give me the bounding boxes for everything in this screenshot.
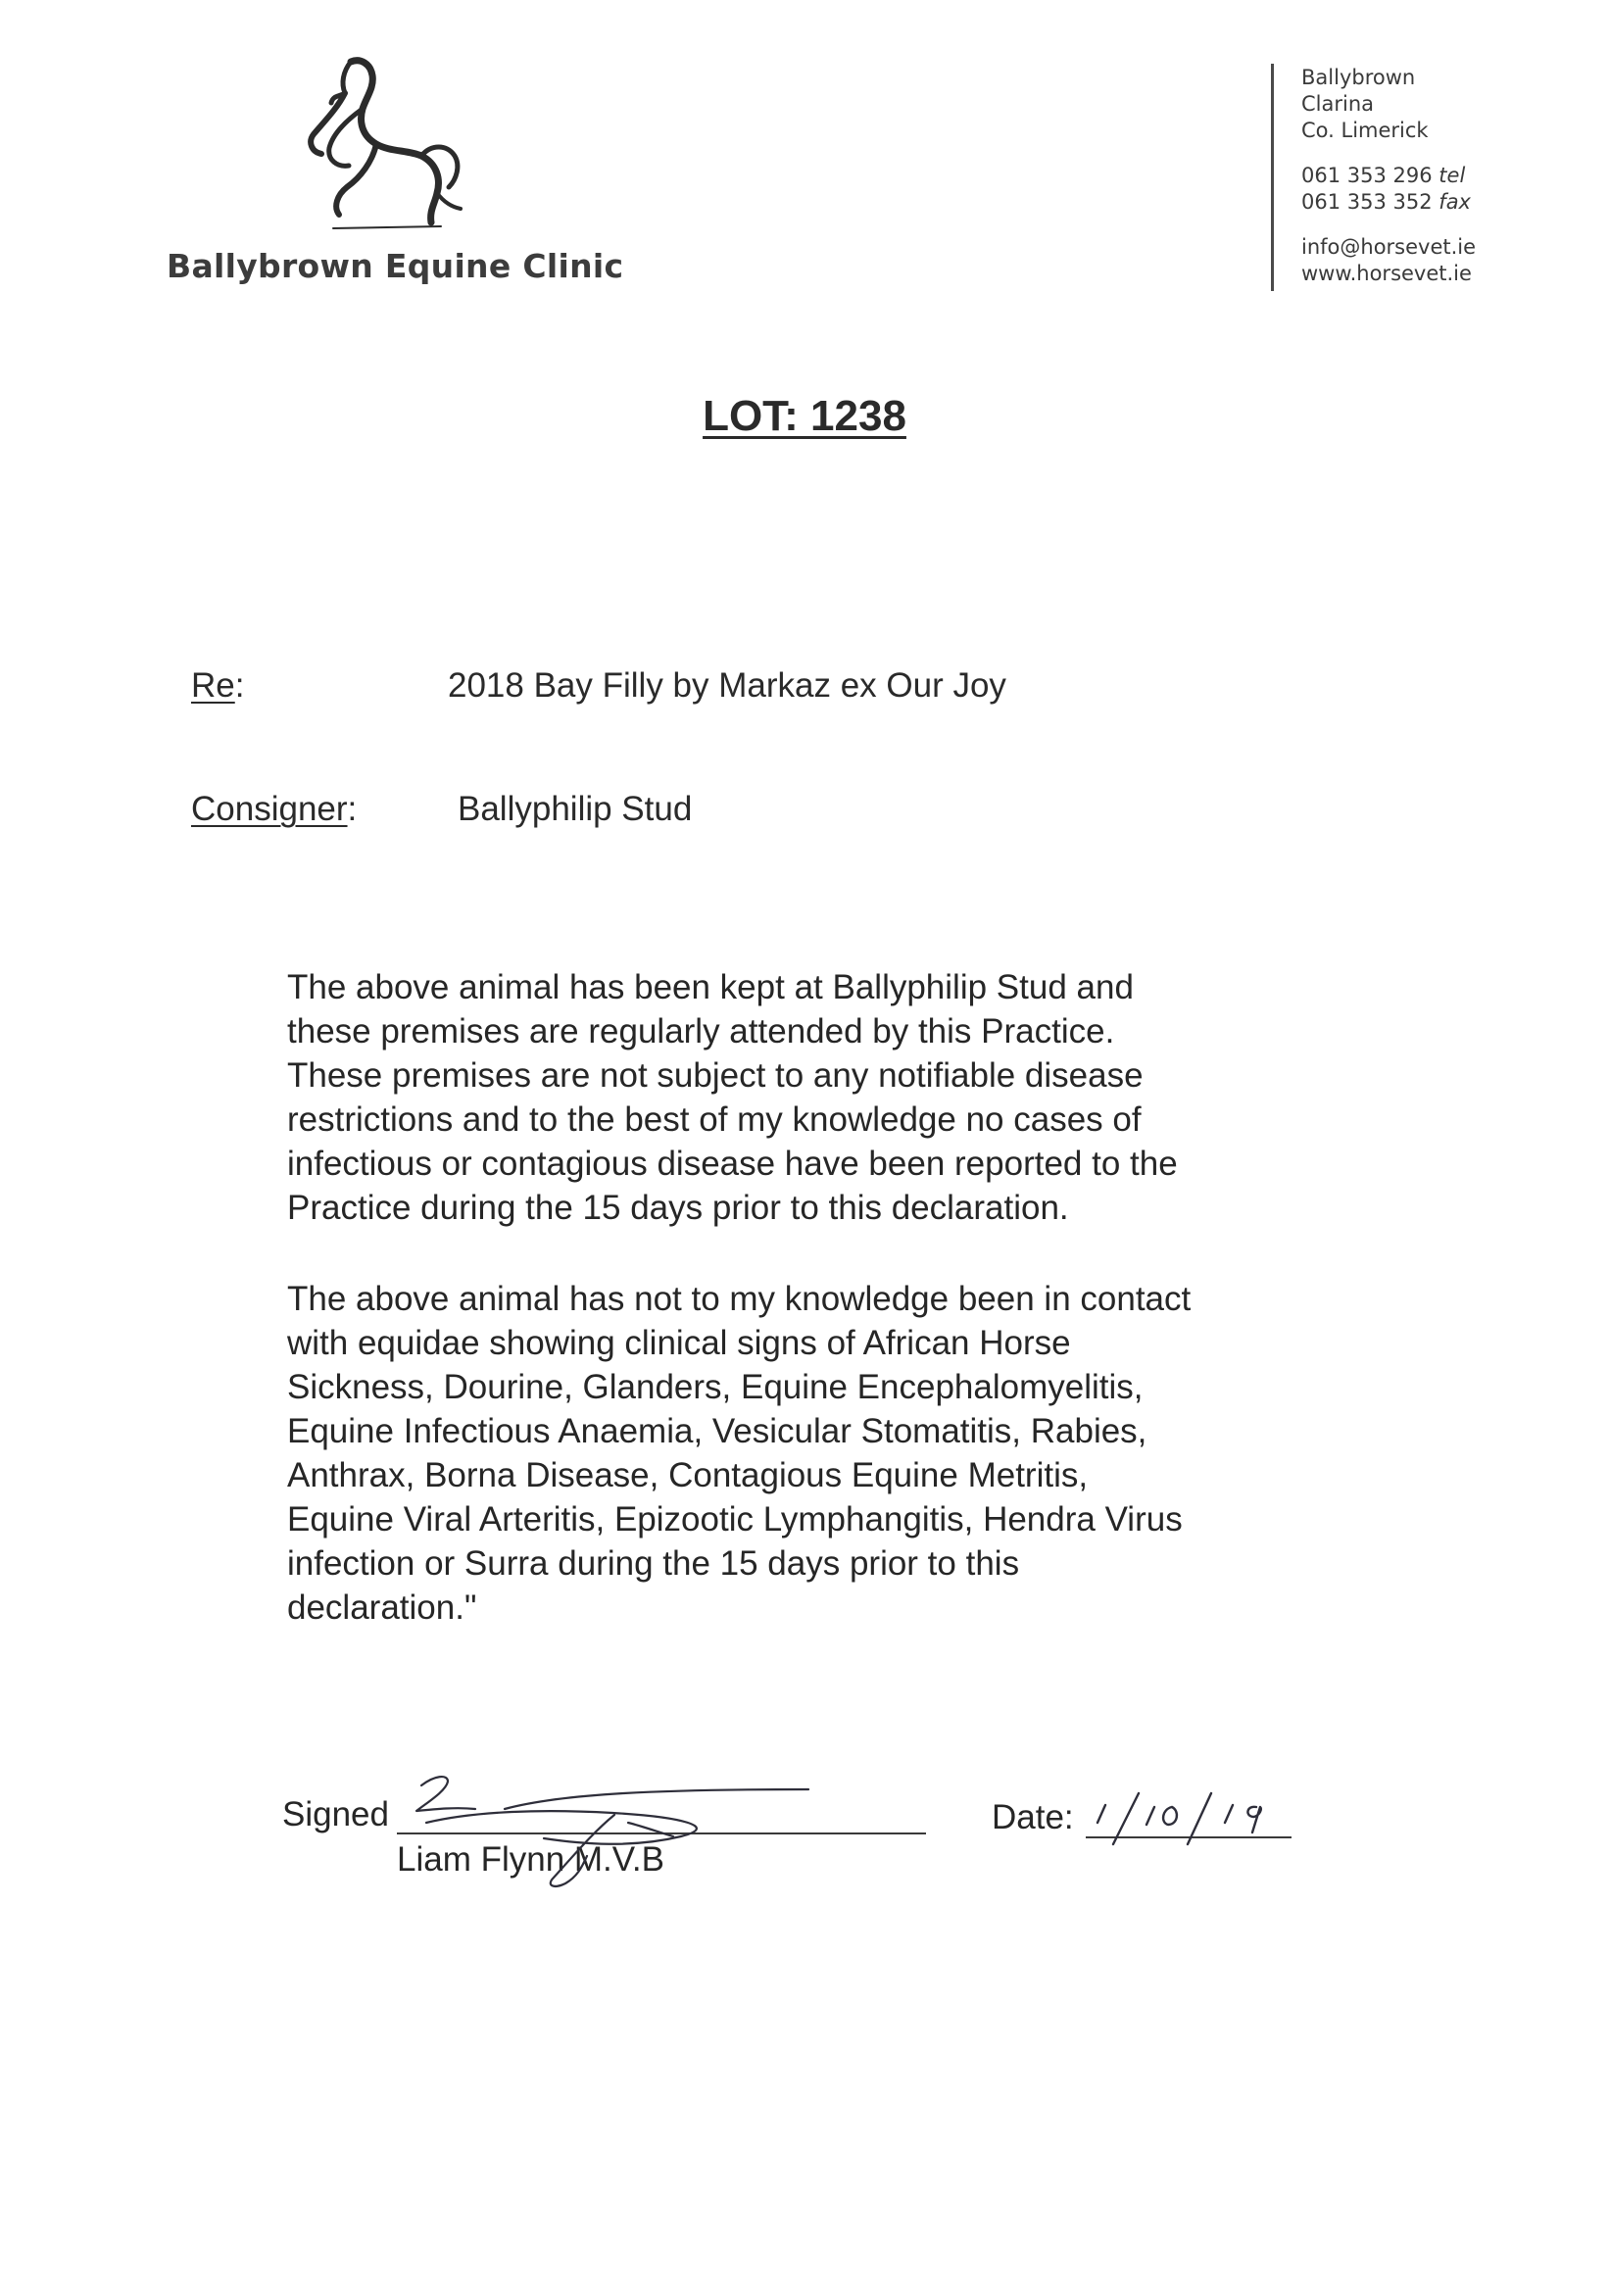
consigner-label [191, 790, 357, 829]
fax [1301, 189, 1471, 216]
declaration-paragraph-1 [287, 965, 1326, 1230]
paragraph-line: these premises are regularly attended by this Practice. [287, 1012, 1115, 1050]
paragraph-line: The above animal has been kept at Ballyphilip Stud and [287, 968, 1134, 1006]
address-line-3: Co. Limerick [1301, 119, 1429, 142]
signer-name: Liam Flynn M.V.B [397, 1840, 664, 1879]
paragraph-line: Equine Viral Arteritis, Epizootic Lymphangitis, Hendra Virus [287, 1500, 1183, 1539]
paragraph-line: infectious or contagious disease have been reported to the [287, 1145, 1178, 1183]
email: info@horsevet.ie [1301, 235, 1477, 259]
header-divider [1271, 64, 1274, 291]
paragraph-line: Practice during the 15 days prior to this declaration. [287, 1189, 1069, 1227]
re-label-text: Re [191, 666, 235, 705]
handwritten-date [1078, 1783, 1313, 1852]
paragraph-line: Sickness, Dourine, Glanders, Equine Encephalomyelitis, [287, 1368, 1144, 1406]
handwritten-signature [387, 1754, 838, 1911]
consigner-value: Ballyphilip Stud [458, 790, 693, 828]
telephone [1301, 163, 1465, 189]
signed-label: Signed [282, 1795, 389, 1833]
paragraph-line: Anthrax, Borna Disease, Contagious Equine Metritis, [287, 1456, 1089, 1494]
website: www.horsevet.ie [1301, 262, 1472, 285]
re-colon: : [234, 666, 245, 705]
date-label: Date: [992, 1798, 1074, 1836]
consigner-colon: : [347, 790, 358, 828]
clinic-name: Ballybrown Equine Clinic [167, 247, 624, 285]
paragraph-line: with equidae showing clinical signs of African Horse [287, 1324, 1071, 1362]
consigner-label-text: Consigner [191, 790, 348, 828]
telephone-unit: tel [1438, 164, 1466, 187]
paragraph-line: declaration." [287, 1588, 477, 1627]
declaration-paragraph-2 [287, 1277, 1326, 1630]
fax-number: 061 353 352 [1301, 190, 1433, 214]
telephone-number: 061 353 296 [1301, 164, 1433, 187]
lot-number: LOT: 1238 [703, 392, 906, 440]
rearing-horse-icon [294, 54, 470, 235]
paragraph-line: restrictions and to the best of my knowledge no cases of [287, 1100, 1142, 1139]
address-line-2: Clarina [1301, 92, 1375, 116]
address-line-1: Ballybrown [1301, 66, 1416, 89]
re-value: 2018 Bay Filly by Markaz ex Our Joy [448, 666, 1006, 705]
paragraph-line: infection or Surra during the 15 days prior to this [287, 1544, 1020, 1583]
re-label [191, 666, 244, 706]
fax-unit: fax [1438, 190, 1471, 214]
paragraph-line: These premises are not subject to any notifiable disease [287, 1056, 1144, 1095]
paragraph-line: Equine Infectious Anaemia, Vesicular Stomatitis, Rabies, [287, 1412, 1147, 1450]
lot-heading [0, 392, 1609, 441]
paragraph-line: The above animal has not to my knowledge been in contact [287, 1280, 1192, 1318]
